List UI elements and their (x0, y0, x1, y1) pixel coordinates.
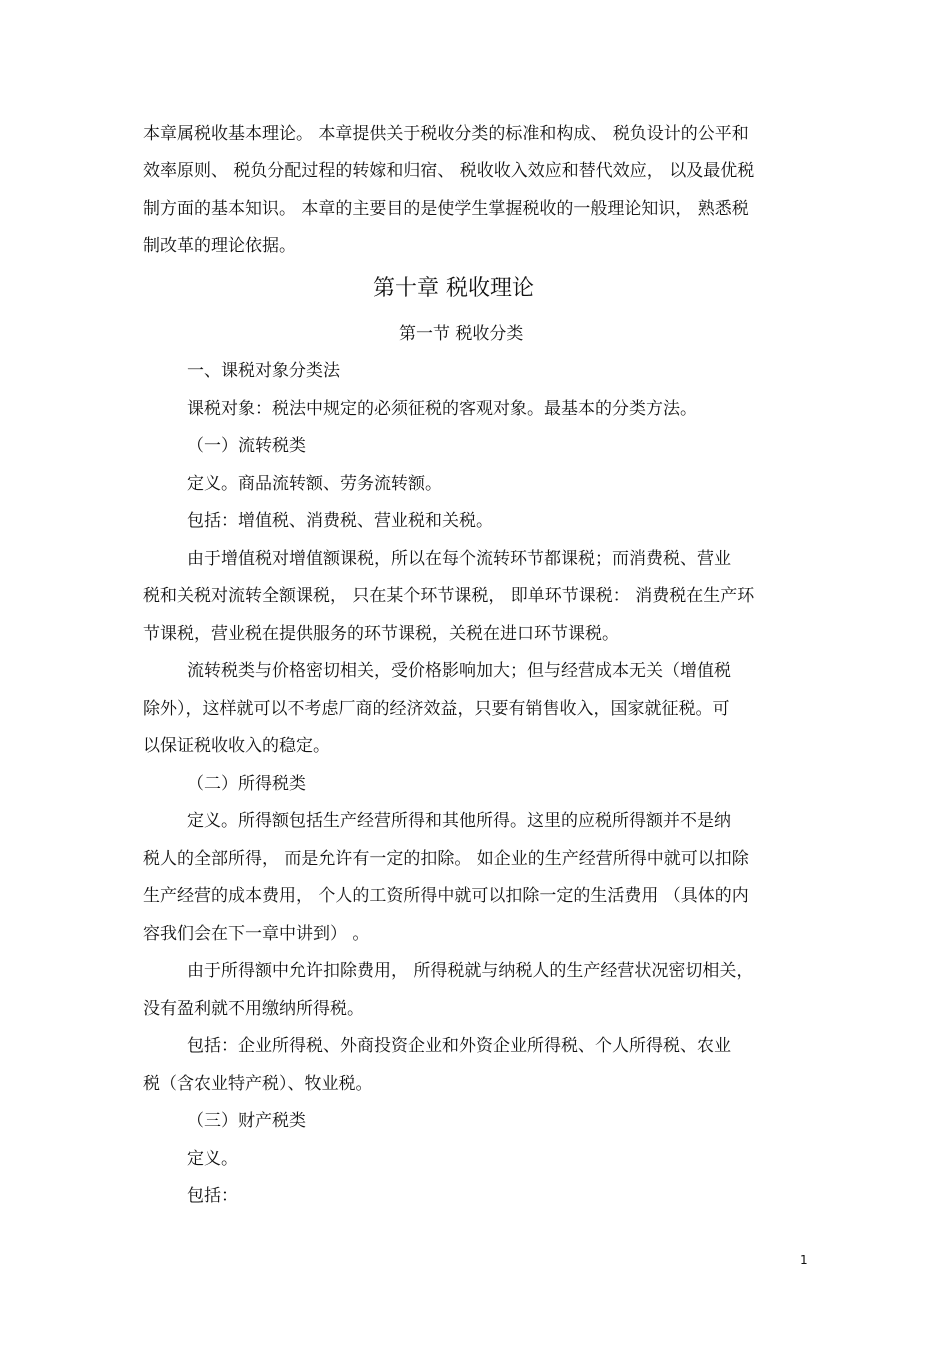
paragraph-line: 没有盈利就不用缴纳所得税。 (143, 999, 364, 1019)
subheading-income-tax: （二）所得税类 (187, 774, 306, 794)
paragraph-line: 流转税类与价格密切相关，受价格影响加大；但与经营成本无关（增值税 (187, 661, 731, 681)
paragraph-line: 税（含农业特产税）、牧业税。 (143, 1074, 373, 1094)
heading-classification: 一、课税对象分类法 (187, 361, 340, 381)
chapter-title: 第十章 税收理论 (373, 276, 534, 301)
paragraph-line: 包括： (187, 1186, 238, 1206)
paragraph-line: 定义。 (187, 1149, 238, 1169)
paragraph-line: 以保证税收收入的稳定。 (143, 736, 330, 756)
intro-line: 制方面的基本知识。 本章的主要目的是使学生掌握税收的一般理论知识， 熟悉税 (143, 199, 749, 219)
subheading-property-tax: （三）财产税类 (187, 1111, 306, 1131)
page-number: 1 (800, 1253, 808, 1267)
paragraph-line: 容我们会在下一章中讲到） 。 (143, 924, 370, 944)
paragraph-line: 包括：企业所得税、外商投资企业和外资企业所得税、个人所得税、农业 (187, 1036, 731, 1056)
intro-line: 效率原则、 税负分配过程的转嫁和归宿、 税收收入效应和替代效应， 以及最优税 (143, 161, 755, 181)
paragraph-line: 由于增值税对增值额课税，所以在每个流转环节都课税；而消费税、营业 (187, 549, 731, 569)
paragraph-line: 定义。商品流转额、劳务流转额。 (187, 474, 442, 494)
intro-line: 本章属税收基本理论。 本章提供关于税收分类的标准和构成、 税负设计的公平和 (143, 124, 749, 144)
paragraph-line: 课税对象：税法中规定的必须征税的客观对象。最基本的分类方法。 (187, 399, 697, 419)
paragraph-line: 包括：增值税、消费税、营业税和关税。 (187, 511, 493, 531)
paragraph-line: 节课税，营业税在提供服务的环节课税，关税在进口环节课税。 (143, 624, 619, 644)
paragraph-line: 定义。所得额包括生产经营所得和其他所得。这里的应税所得额并不是纳 (187, 811, 731, 831)
intro-line: 制改革的理论依据。 (143, 236, 296, 256)
section-title: 第一节 税收分类 (399, 324, 524, 344)
paragraph-line: 生产经营的成本费用， 个人的工资所得中就可以扣除一定的生活费用 （具体的内 (143, 886, 749, 906)
subheading-turnover-tax: （一）流转税类 (187, 436, 306, 456)
paragraph-line: 税人的全部所得， 而是允许有一定的扣除。 如企业的生产经营所得中就可以扣除 (143, 849, 749, 869)
paragraph-line: 由于所得额中允许扣除费用， 所得税就与纳税人的生产经营状况密切相关， (187, 961, 754, 981)
paragraph-line: 税和关税对流转全额课税， 只在某个环节课税， 即单环节课税： 消费税在生产环 (143, 586, 755, 606)
paragraph-line: 除外），这样就可以不考虑厂商的经济效益，只要有销售收入，国家就征税。可 (143, 699, 730, 719)
